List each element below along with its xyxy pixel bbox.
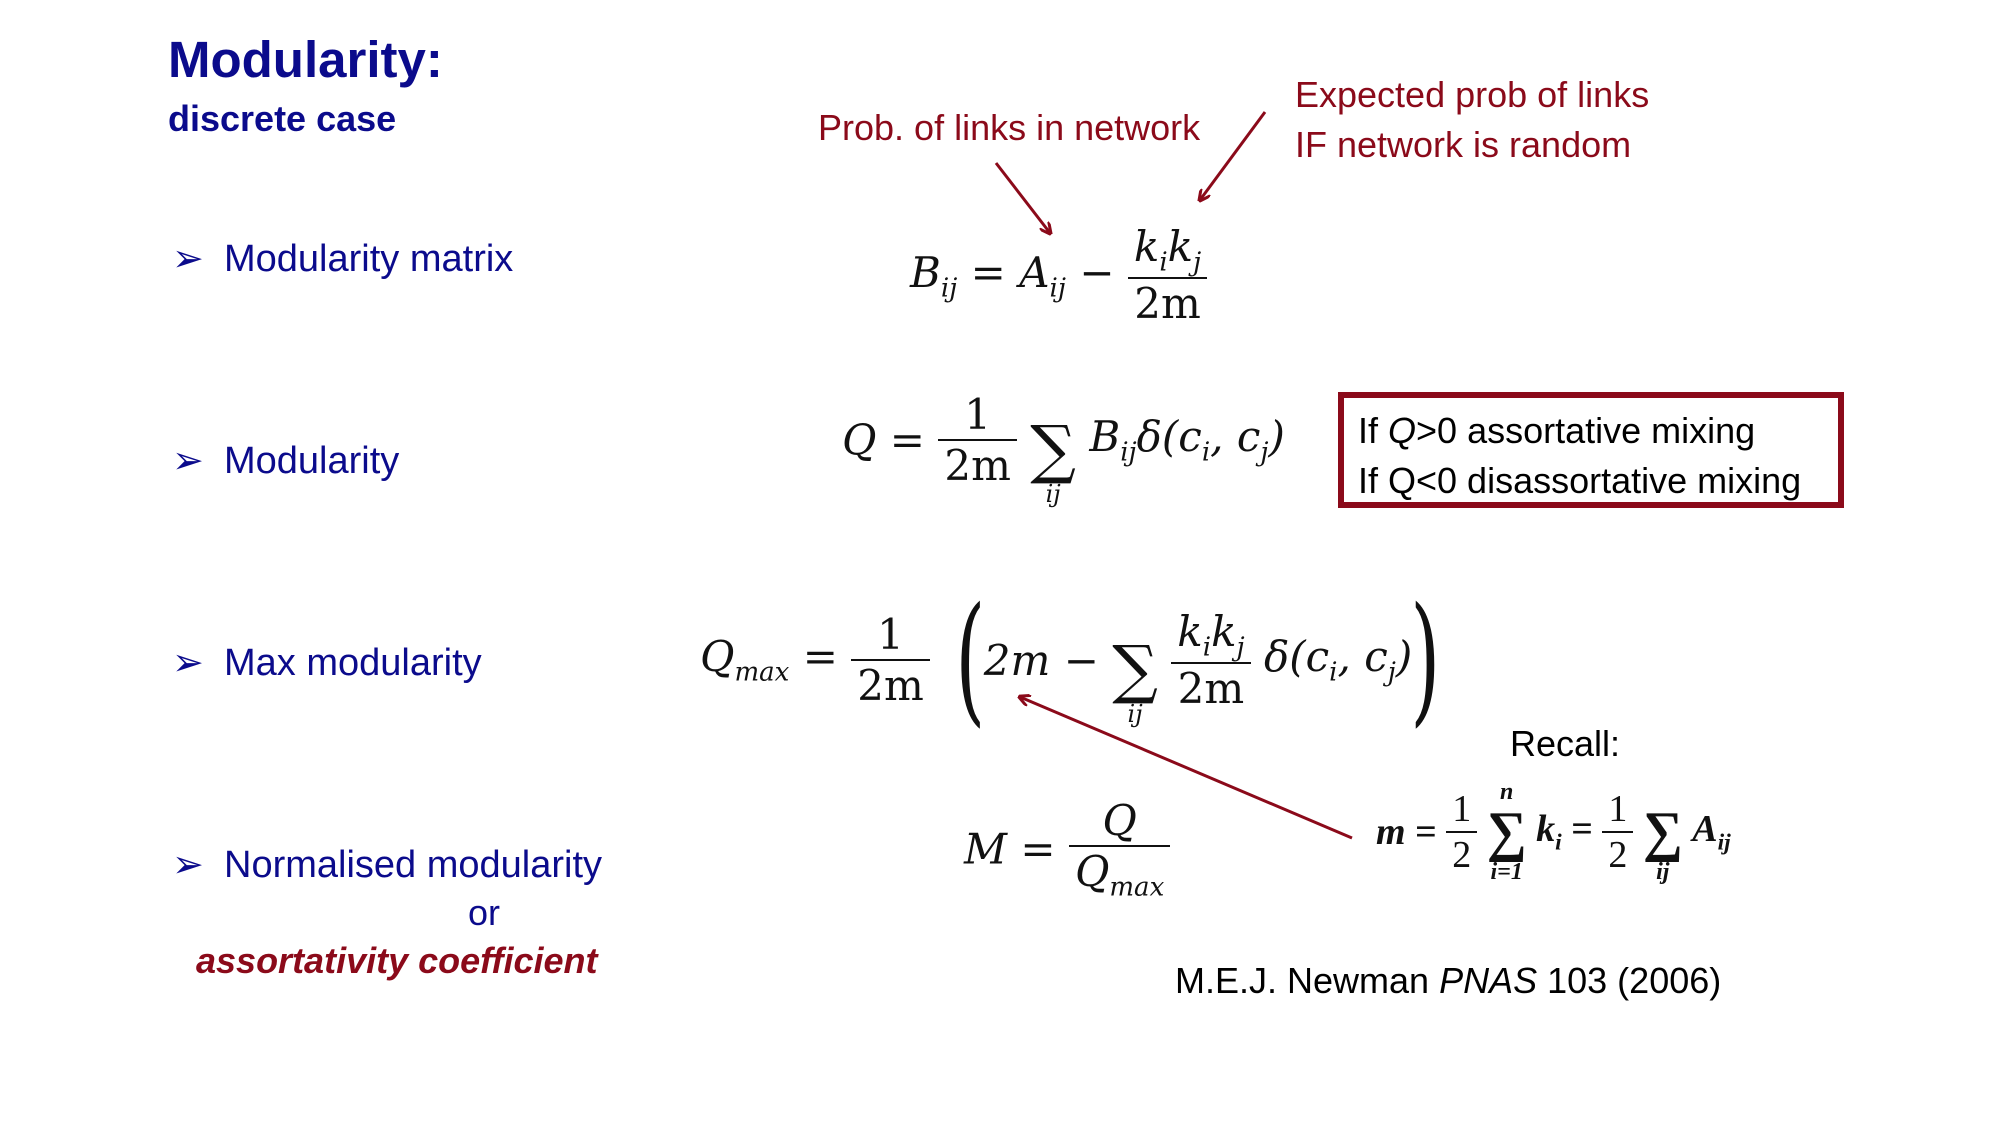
or-text: or: [468, 892, 501, 933]
recall-label: Recall:: [1510, 723, 1621, 764]
left-paren: (: [955, 578, 986, 741]
arrow-to-2m: [1020, 697, 1352, 838]
equation-max-modularity: $Q_{max}$ = $\frac{1}{2m}$ (2m − ∑ ij $\frac{k_ik_j}{2m}$ $\delta(c_i$, $c_j$)): [700, 578, 1441, 741]
assortativity-coefficient-text: assortativity coefficient: [196, 940, 598, 981]
slide-subtitle: discrete case: [168, 98, 397, 139]
equation-recall-m: m = $\frac{1}{2}$ n ∑ i=1 $k_i$ = $\frac{1}{2}$ ∑ ij $A_{ij}$: [1376, 779, 1731, 885]
annotation-expected-line2: IF network is random: [1295, 124, 1632, 165]
equation-normalised-modularity: M = $\frac{Q}{Q_{max}}$: [964, 796, 1170, 902]
arrow-to-kikj: [1200, 112, 1265, 200]
arrow-to-a-ij: [996, 163, 1050, 233]
annotation-prob-links: Prob. of links in network: [818, 107, 1201, 148]
bullet-label: Normalised modularity: [224, 844, 603, 886]
bullet-label: Max modularity: [224, 642, 482, 684]
equation-modularity-matrix: $B_{ij} = A_{ij}$ − $\frac{k_ik_j}{2m}$: [910, 222, 1207, 328]
annotation-expected-line1: Expected prob of links: [1295, 74, 1650, 115]
bullet-arrow-icon: ➢: [172, 844, 204, 886]
mixing-line-1: If Q>0 assortative mixing: [1358, 410, 1756, 451]
bullet-label: Modularity: [224, 440, 400, 482]
bullet-arrow-icon: ➢: [172, 238, 204, 280]
citation: M.E.J. Newman PNAS 103 (2006): [1175, 960, 1722, 1001]
right-paren: ): [1410, 578, 1441, 741]
mixing-line-2: If Q<0 disassortative mixing: [1358, 460, 1802, 501]
slide-title: Modularity:: [168, 31, 443, 88]
equation-modularity: Q = $\frac{1}{2m}$ ∑ ij $B_{ij}\delta(c_i$, $c_j$): [842, 390, 1285, 508]
bullet-label: Modularity matrix: [224, 238, 514, 280]
bullet-arrow-icon: ➢: [172, 440, 204, 482]
bullet-arrow-icon: ➢: [172, 642, 204, 684]
